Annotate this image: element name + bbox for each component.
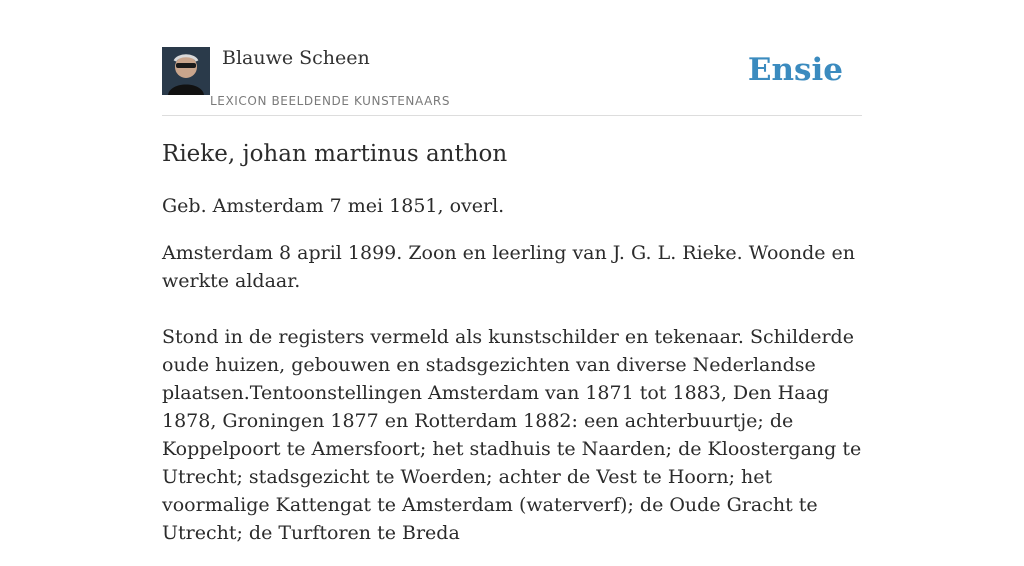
avatar-photo: [162, 47, 210, 95]
article-paragraph: Stond in de registers vermeld als kunstschilder en tekenaar. Schilderde oude huizen, gebouwen en stadsgezichten van diverse Nederlandse plaatsen.Tentoonstellingen Amsterdam van 1871 tot 1883, Den Haag 1878, Groningen 1877 en Rotterdam 1882: een achterbuurtje; de Koppelpoort te Amersfoort; het stadhuis te Naarden; de Kloostergang te Utrecht; stadsgezicht te Woerden; achter de Vest te Hoorn; het voormalige Kattengat te Amsterdam (waterverf); de Oude Gracht te Utrecht; de Turftoren te Breda: [162, 326, 862, 544]
article-title: Rieke, johan martinus anthon: [162, 141, 508, 167]
ensie-logo[interactable]: Ensie: [747, 52, 843, 88]
article-body: [162, 138, 862, 566]
article-paragraph: Geb. Amsterdam 7 mei 1851, overl.: [162, 195, 505, 217]
header-divider: [162, 115, 862, 116]
author-avatar[interactable]: [162, 47, 210, 95]
collection-label[interactable]: LEXICON BEELDENDE KUNSTENAARS: [210, 94, 451, 108]
author-name[interactable]: Blauwe Scheen: [222, 47, 370, 69]
article-paragraph: Amsterdam 8 april 1899. Zoon en leerling van J. G. L. Rieke. Woonde en werkte aldaar.: [162, 242, 856, 292]
